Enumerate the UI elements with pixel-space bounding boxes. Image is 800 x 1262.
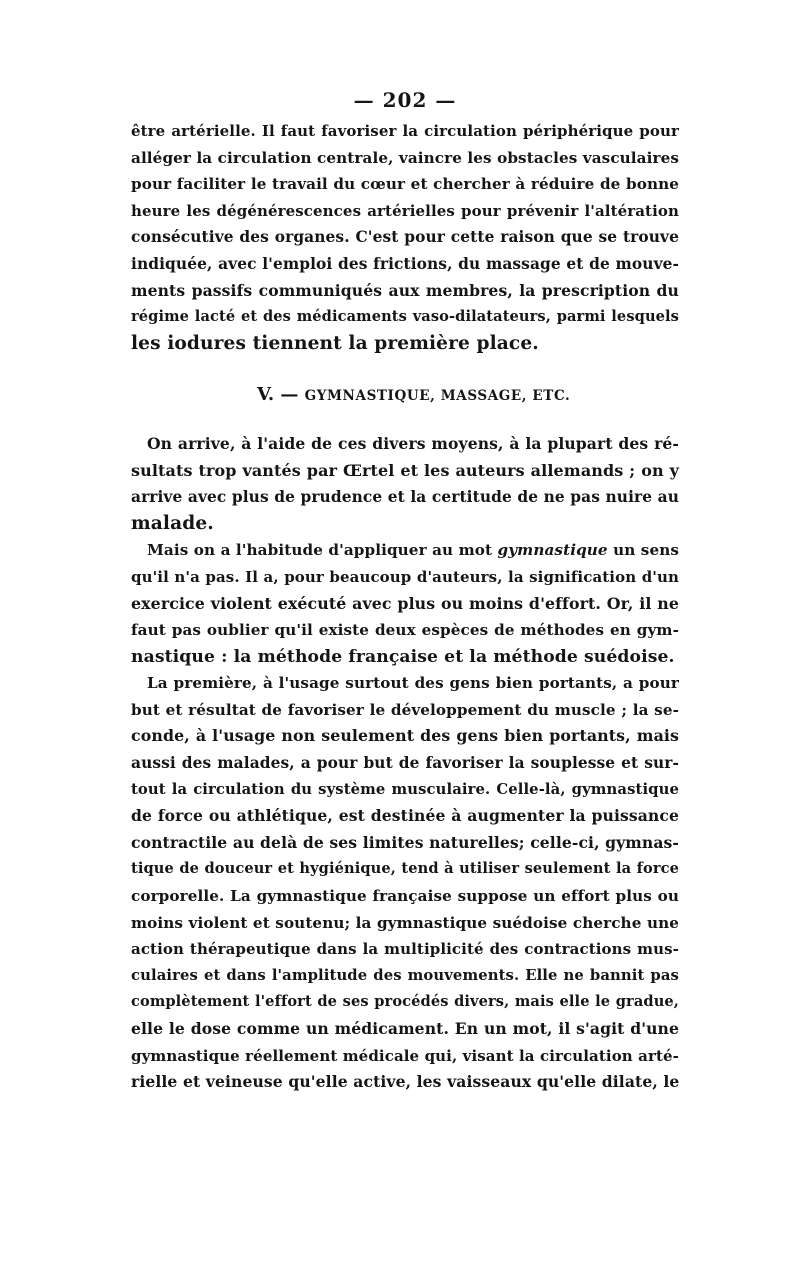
paragraph-4: [131, 670, 679, 1096]
section-title: GYMNASTIQUE, MASSAGE, ETC.: [304, 388, 571, 405]
text-line: qu'il n'a pas. Il a, pour beaucoup d'auteurs, la signification d'un: [131, 567, 679, 586]
text-line: action thérapeutique dans la multiplicité des contractions mus-: [131, 940, 679, 959]
text-line: tout la circulation du système musculaire. Celle-là, gymnastique: [131, 780, 679, 798]
text-line: exercice violent exécuté avec plus ou moins d'effort. Or, il ne: [131, 593, 679, 613]
text-line: conde, à l'usage non seulement des gens bien portants, mais: [131, 726, 679, 746]
text-line: moins violent et soutenu; la gymnastique suédoise cherche une: [131, 913, 679, 932]
text-line: culaires et dans l'amplitude des mouvements. Elle ne bannit pas: [131, 966, 679, 984]
text-line: La première, à l'usage surtout des gens bien portants, a pour: [147, 674, 679, 693]
text-line: but et résultat de favoriser le développement du muscle ; la se-: [131, 700, 679, 719]
text-line: régime lacté et des médicaments vaso-dilatateurs, parmi lesquels: [131, 308, 679, 326]
paragraph-3: [131, 537, 679, 670]
text-line: nastique : la méthode française et la méthode suédoise.: [131, 646, 675, 667]
text-segment: un sens: [613, 541, 680, 560]
text-line: ments passifs communiqués aux membres, la prescription du: [131, 280, 679, 300]
text-line: gymnastique réellement médicale qui, visant la circulation arté-: [131, 1046, 679, 1065]
emphasized-word: gymnastique: [497, 541, 608, 560]
text-line: corporelle. La gymnastique française suppose un effort plus ou: [131, 887, 679, 906]
text-line: alléger la circulation centrale, vaincre les obstacles vasculaires: [131, 148, 679, 167]
text-line: indiquée, avec l'emploi des frictions, du massage et de mouve-: [131, 254, 679, 273]
text-line: faut pas oublier qu'il existe deux espèces de méthodes en gym-: [131, 621, 679, 640]
paragraph-2: [131, 431, 679, 537]
text-line: arrive avec plus de prudence et la certitude de ne pas nuire au: [131, 488, 679, 507]
text-line: On arrive, à l'aide de ces divers moyens, à la plupart des ré-: [147, 433, 679, 453]
text-line: complètement l'effort de ses procédés divers, mais elle le gradue,: [131, 993, 679, 1011]
text-line: tique de douceur et hygiénique, tend à utiliser seulement la force: [131, 860, 679, 878]
text-line: aussi des malades, a pour but de favoriser la souplesse et sur-: [131, 754, 679, 773]
text-line: sultats trop vantés par Œrtel et les auteurs allemands ; on y: [131, 460, 679, 480]
page-body: [131, 118, 679, 1096]
text-line: consécutive des organes. C'est pour cette raison que se trouve: [131, 228, 679, 247]
text-line: être artérielle. Il faut favoriser la circulation périphérique pour: [131, 122, 679, 140]
paragraph-1: [131, 118, 679, 357]
text-line: contractile au delà de ses limites naturelles; celle-ci, gymnas-: [131, 832, 679, 852]
text-line: de force ou athlétique, est destinée à augmenter la puissance: [131, 806, 679, 826]
text-segment: Mais on a l'habitude d'appliquer au mot: [147, 541, 493, 560]
text-line: [131, 537, 679, 564]
text-line: les iodures tiennent la première place.: [131, 332, 539, 354]
text-line: heure les dégénérescences artérielles pour prévenir l'altération: [131, 201, 679, 220]
text-line: pour faciliter le travail du cœur et chercher à réduire de bonne: [131, 175, 679, 194]
section-heading: [131, 382, 679, 409]
text-line: rielle et veineuse qu'elle active, les vaisseaux qu'elle dilate, le: [131, 1072, 680, 1092]
page-number: — 202 —: [353, 88, 457, 112]
text-line: elle le dose comme un médicament. En un mot, il s'agit d'une: [131, 1019, 679, 1038]
section-number: V. —: [257, 384, 299, 406]
text-line: malade.: [131, 512, 214, 534]
